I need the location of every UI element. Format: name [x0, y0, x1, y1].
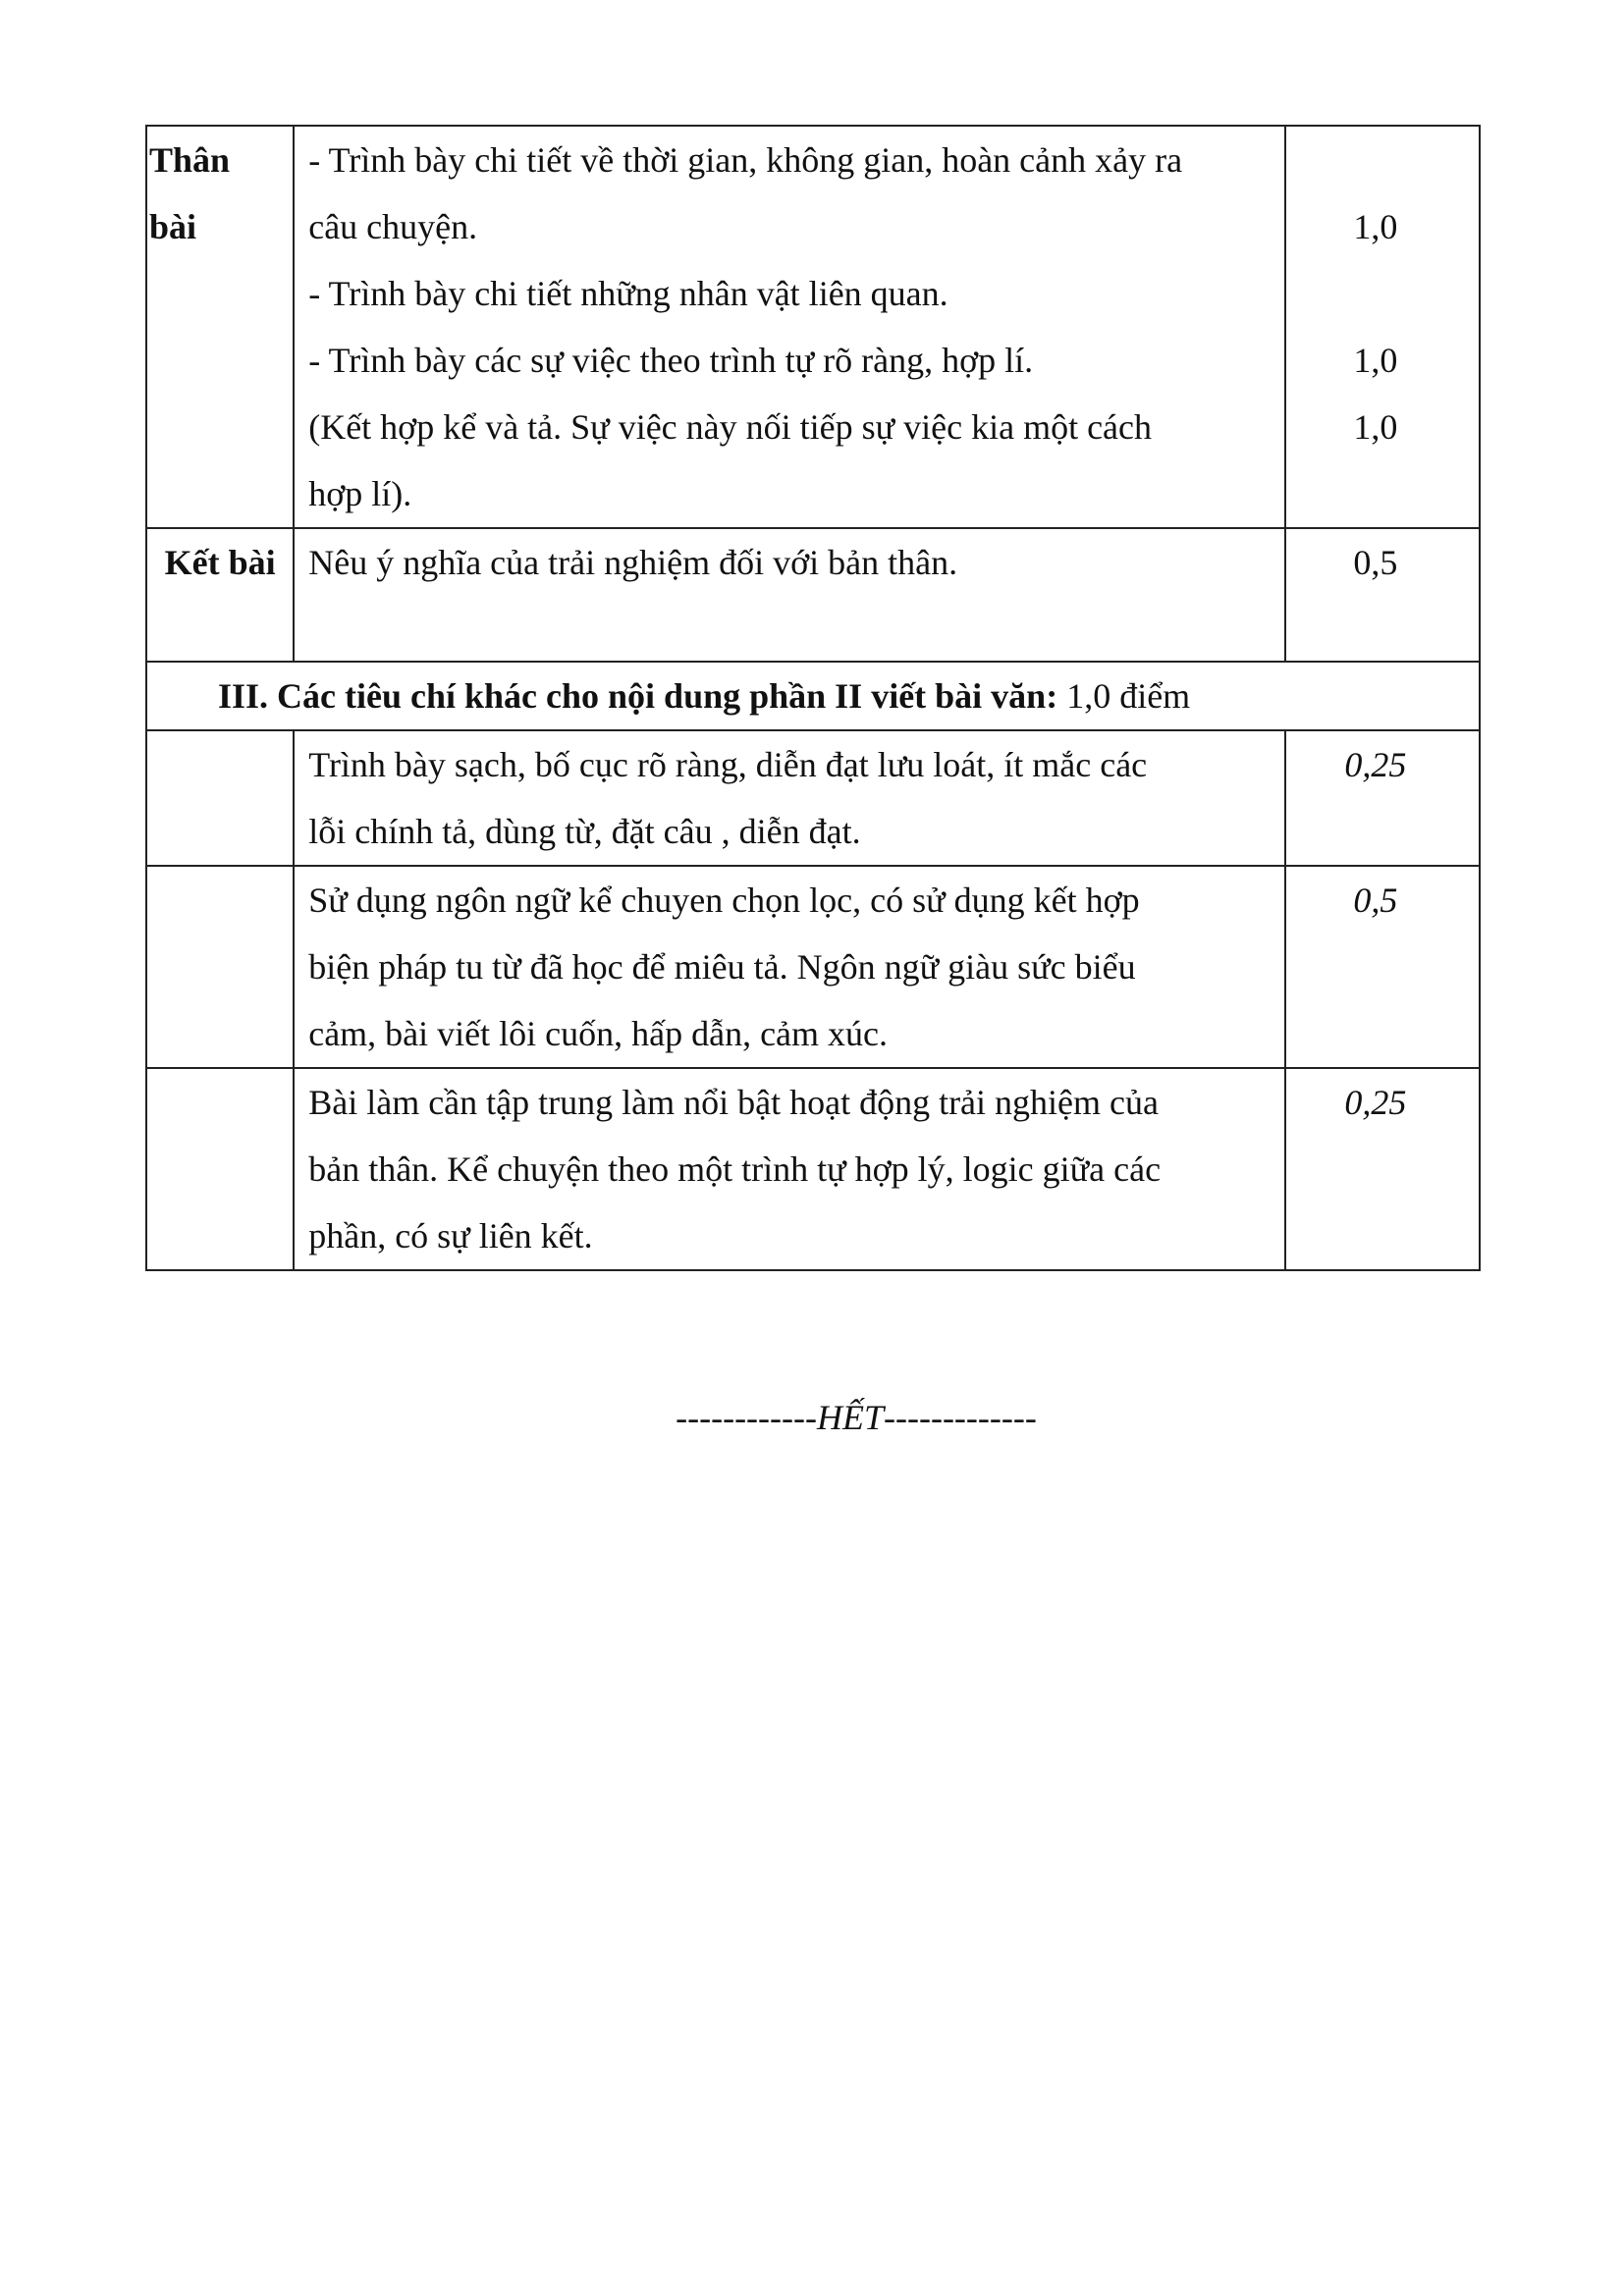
criterion-content — [294, 730, 1284, 866]
section-iii-points: 1,0 điểm — [1057, 676, 1191, 716]
table-row-ket-bai — [146, 528, 1480, 662]
content-than-bai — [294, 126, 1284, 528]
criterion-score: 0,5 — [1285, 866, 1480, 1068]
part-label-ket-bai: Kết bài — [146, 528, 294, 662]
section-iii-heading — [146, 662, 1480, 730]
criterion-content — [294, 1068, 1284, 1270]
end-word: HẾT — [816, 1398, 884, 1437]
section-iii-title: III. Các tiêu chí khác cho nội dung phần II viết bài văn: — [218, 676, 1058, 716]
content-line: - Trình bày chi tiết về thời gian, không gian, hoàn cảnh xảy ra — [308, 140, 1183, 180]
score-value: 1,0 — [1353, 207, 1398, 246]
score-value — [1286, 127, 1465, 193]
part-label-line: Thân — [149, 140, 231, 180]
grading-rubric-table — [145, 125, 1481, 1271]
part-label-than-bai — [146, 126, 294, 528]
content-line: Bài làm cần tập trung làm nổi bật hoạt động trải nghiệm của — [308, 1083, 1159, 1122]
empty-cell — [146, 1068, 294, 1270]
criterion-score: 0,25 — [1285, 730, 1480, 866]
content-line: - Trình bày chi tiết những nhân vật liên quan. — [308, 274, 948, 313]
table-row-than-bai — [146, 126, 1480, 528]
criterion-score: 0,25 — [1285, 1068, 1480, 1270]
table-row-criterion — [146, 730, 1480, 866]
score-value — [1286, 260, 1465, 327]
score-value: 1,0 — [1353, 407, 1398, 447]
table-row-section-iii — [146, 662, 1480, 730]
empty-cell — [146, 730, 294, 866]
content-line: Sử dụng ngôn ngữ kể chuyen chọn lọc, có sử dụng kết hợp — [308, 881, 1140, 920]
content-line: câu chuyện. — [308, 207, 478, 246]
content-line: lỗi chính tả, dùng từ, đặt câu , diễn đạt. — [308, 812, 861, 851]
content-line: bản thân. Kể chuyện theo một trình tự hợp lý, logic giữa các — [308, 1149, 1162, 1189]
content-line: biện pháp tu từ đã học để miêu tả. Ngôn ngữ giàu sức biểu — [308, 947, 1136, 987]
score-ket-bai: 0,5 — [1285, 528, 1480, 662]
score-value: 1,0 — [1353, 341, 1398, 380]
table-row-criterion — [146, 866, 1480, 1068]
empty-cell — [146, 866, 294, 1068]
content-line: hợp lí). — [308, 474, 412, 513]
end-dashes-left: ------------ — [676, 1398, 817, 1437]
content-ket-bai: Nêu ý nghĩa của trải nghiệm đối với bản thân. — [294, 528, 1284, 662]
part-label-line: bài — [149, 207, 197, 246]
score-than-bai — [1285, 126, 1480, 528]
content-line: - Trình bày các sự việc theo trình tự rõ ràng, hợp lí. — [308, 341, 1034, 380]
content-line: cảm, bài viết lôi cuốn, hấp dẫn, cảm xúc. — [308, 1014, 889, 1053]
end-dashes-right: ------------- — [884, 1398, 1037, 1437]
score-value — [1286, 460, 1465, 527]
content-line: Trình bày sạch, bố cục rõ ràng, diễn đạt lưu loát, ít mắc các — [308, 745, 1148, 784]
criterion-content — [294, 866, 1284, 1068]
content-line: phần, có sự liên kết. — [308, 1216, 593, 1255]
table-row-criterion — [146, 1068, 1480, 1270]
end-marker — [0, 1388, 1624, 1447]
content-line: (Kết hợp kể và tả. Sự việc này nối tiếp sự việc kia một cách — [308, 407, 1153, 447]
